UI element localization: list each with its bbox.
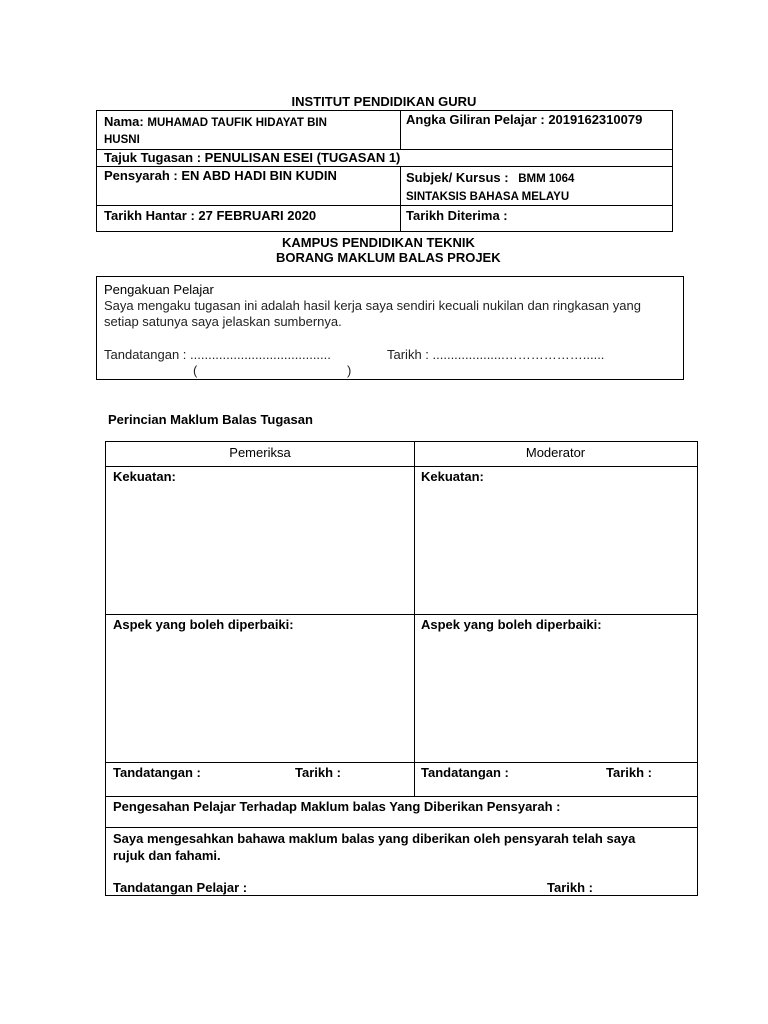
- student-info-table: [96, 110, 673, 232]
- row-divider: [106, 614, 697, 615]
- tandatangan-moderator: Tandatangan :: [421, 765, 509, 780]
- subjek-label: Subjek/ Kursus :: [406, 170, 509, 185]
- tarikh-pemeriksa: Tarikh :: [295, 765, 341, 780]
- feedback-heading: Perincian Maklum Balas Tugasan: [108, 412, 313, 427]
- form-title: BORANG MAKLUM BALAS PROJEK: [276, 250, 501, 265]
- pengesahan-line2: rujuk dan fahami.: [113, 848, 221, 863]
- signature-line: Tandatangan : .......................................: [104, 347, 331, 362]
- date-line: Tarikh : ....................………………......: [387, 347, 605, 362]
- tarikh-diterima-field: Tarikh Diterima :: [406, 208, 508, 223]
- name-bracket-open: (: [193, 363, 198, 378]
- row-divider: [97, 166, 672, 167]
- col-moderator: Moderator: [525, 445, 586, 460]
- subjek-field: [406, 170, 574, 187]
- kekuatan-pemeriksa: Kekuatan:: [113, 469, 176, 484]
- tarikh-hantar-field: Tarikh Hantar : 27 FEBRUARI 2020: [104, 208, 317, 223]
- row-divider: [106, 796, 697, 797]
- name-value-line2: HUSNI: [104, 134, 140, 146]
- col-divider: [400, 166, 401, 232]
- aspek-pemeriksa: Aspek yang boleh diperbaiki:: [113, 617, 294, 632]
- name-field: [104, 114, 327, 131]
- name-value-line1: MUHAMAD TAUFIK HIDAYAT BIN: [147, 117, 327, 129]
- pengesahan-heading: Pengesahan Pelajar Terhadap Maklum balas Yang Diberikan Pensyarah :: [113, 799, 561, 814]
- name-bracket-close: ): [347, 363, 352, 378]
- row-divider: [106, 466, 697, 467]
- subjek-name: SINTAKSIS BAHASA MELAYU: [406, 191, 570, 203]
- campus-title: KAMPUS PENDIDIKAN TEKNIK: [282, 235, 475, 250]
- name-label: Nama:: [104, 114, 144, 129]
- tajuk-tugasan-field: Tajuk Tugasan : PENULISAN ESEI (TUGASAN 1): [104, 150, 401, 165]
- kekuatan-moderator: Kekuatan:: [421, 469, 484, 484]
- pensyarah-field: Pensyarah : EN ABD HADI BIN KUDIN: [104, 168, 337, 183]
- aspek-moderator: Aspek yang boleh diperbaiki:: [421, 617, 602, 632]
- tandatangan-pelajar: Tandatangan Pelajar :: [113, 880, 248, 895]
- row-divider: [97, 205, 672, 206]
- pengakuan-box: [96, 276, 684, 380]
- tarikh-pelajar: Tarikh :: [547, 880, 593, 895]
- row-divider: [106, 827, 697, 828]
- tandatangan-pemeriksa: Tandatangan :: [113, 765, 201, 780]
- institute-title: INSTITUT PENDIDIKAN GURU: [291, 94, 477, 109]
- subjek-code: BMM 1064: [518, 173, 575, 185]
- feedback-table: [105, 441, 698, 896]
- pengakuan-heading: Pengakuan Pelajar: [104, 282, 214, 297]
- col-divider: [414, 442, 415, 796]
- row-divider: [106, 762, 697, 763]
- pengakuan-text-line2: setiap satunya saya jelaskan sumbernya.: [104, 314, 342, 329]
- pengesahan-line1: Saya mengesahkan bahawa maklum balas yang diberikan oleh pensyarah telah saya: [113, 831, 636, 846]
- pengakuan-text-line1: Saya mengaku tugasan ini adalah hasil kerja saya sendiri kecuali nukilan dan ringkasan yang: [104, 298, 641, 313]
- col-pemeriksa: Pemeriksa: [229, 445, 291, 460]
- tarikh-moderator: Tarikh :: [606, 765, 652, 780]
- angka-giliran-field: Angka Giliran Pelajar : 2019162310079: [406, 112, 643, 127]
- col-divider: [400, 111, 401, 149]
